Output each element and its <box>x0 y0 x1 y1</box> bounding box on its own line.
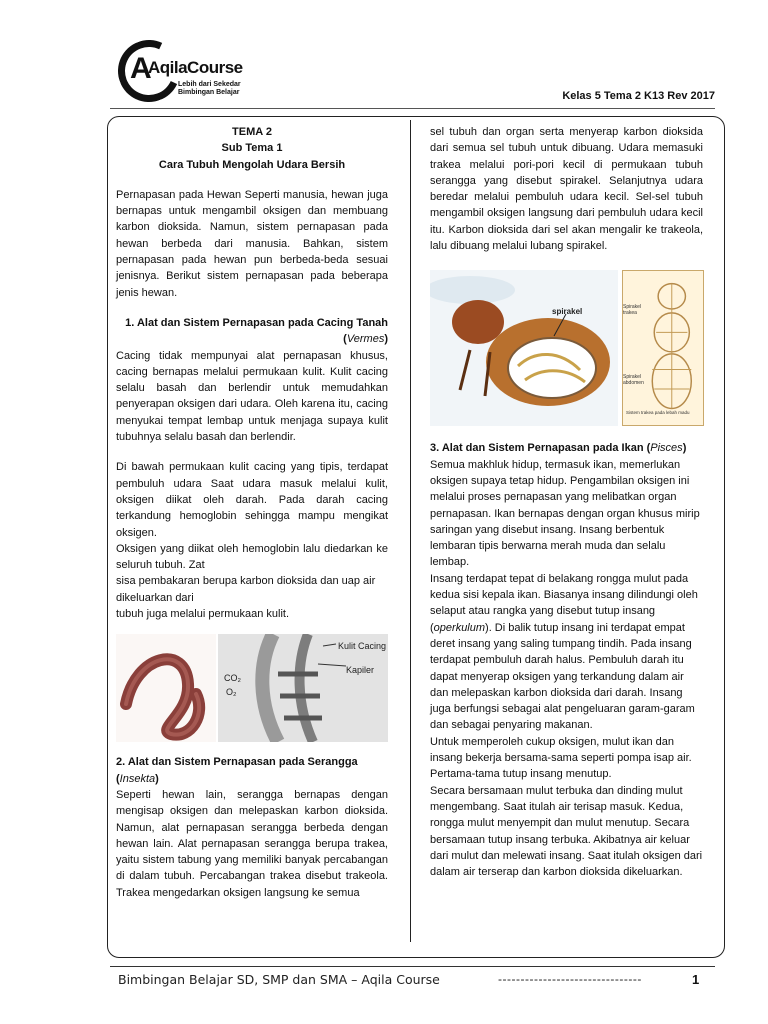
section3-paragraph-3: Untuk memperoleh cukup oksigen, mulut ikan dan insang bekerja bersama-sama seperti pompa isap air. Pertama-tama tutup insang menutup. <box>430 735 692 781</box>
section2-heading <box>116 754 388 787</box>
label-spirakel: spirakel <box>552 307 583 317</box>
section2-paragraph-1: Seperti hewan lain, serangga bernapas dengan mengisap oksigen dan melepaskan karbon dioksida. Namun, alat pernapasan serangga berbeda dengan hewan lain. Alat pernapasan serangga berupa trakea, yaitu sistem tabung yang memiliki banyak percabangan di dalam tubuh. Percabangan trakea disebut trakeola. Trakea mengedarkan oksigen langsung ke semua <box>116 788 388 899</box>
label-kapiler: Kapiler <box>346 665 375 676</box>
page-number: 1 <box>692 972 700 987</box>
logo <box>118 38 258 108</box>
left-column <box>116 124 388 901</box>
section3-paragraph-2 <box>430 571 703 734</box>
insect-figure <box>430 270 703 428</box>
logo-tagline-2: Bimbingan Belajar <box>178 89 240 96</box>
label-spirakel-abdomen: Spirakel abdomen <box>623 374 644 387</box>
label-spirakel-trakea: Spirakel trakea <box>623 304 642 317</box>
title-main: Cara Tubuh Mengolah Udara Bersih <box>158 158 346 171</box>
section2-heading-italic: Insekta <box>119 772 156 785</box>
earthworm-figure <box>116 634 388 744</box>
earthworm-image <box>116 634 216 742</box>
section1-paragraph-5: tubuh juga melalui permukaan kulit. <box>116 608 290 621</box>
section1-paragraph-2: Di bawah permukaan kulit cacing yang tipis, terdapat pembuluh udara Saat udara masuk melalui kulit, oksigen diikat oleh darah. Pada darah cacing terkandung hemoglobin sehingga mampu mengikat oksigen. <box>116 461 388 539</box>
section3-paragraph-2a: Insang terdapat tepat di belakang rongga mulut pada kedua sisi kepala ikan. Biasanya insang dilindungi oleh selaput atau rangka yang disebut tutup insang ( <box>430 572 698 634</box>
doc-code: Kelas 5 Tema 2 K13 Rev 2017 <box>562 90 715 102</box>
section1-heading <box>116 315 388 348</box>
section2-heading-text: 2. Alat dan Sistem Pernapasan pada Serangga ( <box>116 756 358 785</box>
section3-heading <box>430 440 703 456</box>
intro-paragraph: Pernapasan pada Hewan Seperti manusia, hewan juga bernapas untuk mengambil oksigen dan membuang karbon dioksida. Namun, sistem pernapasan pada hewan berbeda dari manusia. Bahkan, sistem pernapasan pada hewan pun berbeda-beda sesuai jenisnya. Berikut sistem pernapasan pada beberapa jenis hewan. <box>116 188 388 299</box>
section1-heading-close: ) <box>384 333 388 346</box>
section3-heading-text: 3. Alat dan Sistem Pernapasan pada Ikan ( <box>430 442 651 455</box>
section1-paragraph-4: sisa pembakaran berupa karbon dioksida dan uap air dikeluarkan dari <box>116 575 376 604</box>
label-kulit-cacing: Kulit Cacing <box>338 641 387 652</box>
title-tema: TEMA 2 <box>232 126 272 138</box>
bee-spiracle-image <box>430 270 618 426</box>
column-divider <box>410 120 411 942</box>
label-co2: CO₂ <box>224 673 241 684</box>
section1-heading-italic: Vermes <box>346 333 385 346</box>
logo-a-mark: A <box>130 52 152 85</box>
section1-paragraph-1: Cacing tidak mempunyai alat pernapasan khusus, cacing bernapas melalui permukaan kulit. Kulit cacing selalu basah dan berlendir untuk memudahkan penyerapan oksigen dari udara. Oleh karena itu, cacing menyukai tempat lembap untuk menjaga supaya kulit tubuhnya selalu basah dan berlendir. <box>116 349 388 444</box>
section1-paragraph-3: Oksigen yang diikat oleh hemoglobin lalu diedarkan ke seluruh tubuh. Zat <box>116 542 388 572</box>
section3-paragraph-2-italic: operkulum <box>433 621 486 634</box>
logo-tagline-1: Lebih dari Sekedar <box>178 81 241 88</box>
section3-paragraph-4: Secara bersamaan mulut terbuka dan dinding mulut mengembang. Saat itulah air terisap masuk. Kedua, rongga mulut menyempit dan mulut menutup. Secara bersamaan tutup insang terbuka. Akibatnya air keluar dari mulut dan melewati insang. Saat itulah oksigen dari dalam air terserap dan karbon dioksida dikeluarkan. <box>430 784 703 879</box>
caption-sistem-trakea: Sistem trakea pada lebah madu <box>626 410 690 416</box>
section3-paragraph-1: Semua makhluk hidup, termasuk ikan, memerlukan oksigen supaya tetap hidup. Pengambilan oksigen ini melalui proses pernapasan yang melibatkan organ pernapasan. Ikan bernapas dengan organ khusus mirip saringan yang disebut insang. Insang berbentuk lembaran tipis berwarna merah muda dan selalu lembap. <box>430 458 700 569</box>
footer-dashes: -------------------------------- <box>498 972 642 986</box>
section1-heading-text: 1. Alat dan Sistem Pernapasan pada Cacing Tanah ( <box>125 316 388 346</box>
section3-heading-italic: Pisces <box>650 442 683 455</box>
trachea-system-image <box>622 270 704 426</box>
header-rule <box>110 108 715 109</box>
logo-name: AqilaCourse <box>148 58 243 77</box>
title-subtema: Sub Tema 1 <box>221 142 283 155</box>
label-o2: O₂ <box>226 687 237 698</box>
footer-text: Bimbingan Belajar SD, SMP dan SMA – Aqila Course <box>118 972 440 987</box>
right-column <box>430 124 703 880</box>
section3-heading-close: ) <box>682 442 687 455</box>
section2-heading-close: ) <box>155 772 159 785</box>
footer-rule <box>110 966 715 967</box>
logo-tagline <box>178 81 241 97</box>
section3-paragraph-2b: ). Di balik tutup insang ini terdapat empat deret insang yang saling tumpang tindih. Pada insang terdapat pembuluh darah halus. Pembuluh darah itu dapat menyerap oksigen yang terkandung dalam air dan melepaskan karbon dioksida dari darah. Insang juga berfungsi sebagai alat pengeluaran garam-garam dan sebagai penyaring makanan. <box>430 621 695 732</box>
section2-continuation: sel tubuh dan organ serta menyerap karbon dioksida dari semua sel tubuh untuk dibuang. Udara memasuki trakea melalui pori-pori kecil di permukaan tubuh serangga yang disebut spirakel. Selanjutnya udara beredar melalui pembuluh udara kecil. Sel-sel tubuh mengambil oksigen langsung dari pembuluh udara kecil itu. Karbon dioksida dari sel akan mengalir ke trakeola, lalu dibuang melalui lubang spirakel. <box>430 126 703 253</box>
